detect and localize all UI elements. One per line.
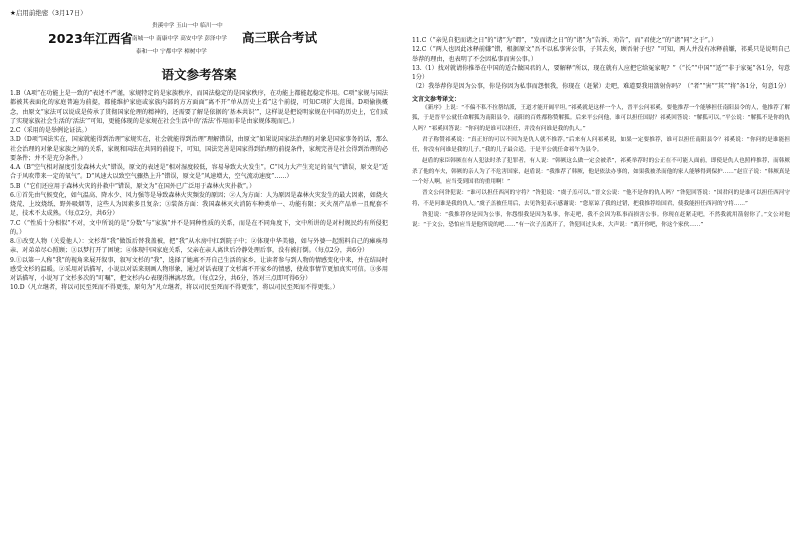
school-list-2: 南城一中 南康中学 高安中学 彭泽中学 bbox=[132, 36, 227, 42]
exam-year: 2023年江西省 bbox=[48, 31, 133, 46]
right-column bbox=[412, 0, 790, 550]
left-answer-list bbox=[10, 89, 388, 293]
exam-name: 高三联合考试 bbox=[242, 30, 318, 45]
translation-body bbox=[412, 103, 790, 231]
answer-item: （2）我举荐你是因为公事，你是你因为私事而怨恨我，你现在（赶紧）走吧，难道要我用箭射你吗？（“者”“害”“其”“将”各1分，句意1分） bbox=[412, 83, 790, 91]
title-block bbox=[10, 19, 388, 71]
answer-item: 8.①改变人物（关爱他人）：文杉帮“我”做饭后替我盖被，把“我”从水房中扛到院子中；②体现中华美德，如与外婆一起照料自己的瘫痪母亲、对弟弟尽心照顾；③以梦打开了困境；④体现中国家庭关系，父亲在亲人离世后冷静处理后事，没有被打倒。（每点2分，共6分） bbox=[10, 238, 388, 255]
translation-paragraph: 赵盾的家臣韩厥在有人犯法时杀了犯罪者，有人说：“韩厥这么做一定会被杀”，祁奚举荐时的公正在不可能人面前，即使是仇人也照样推荐，而韩厥杀了他的车夫，韩厥的亲人为了不危害国家，赵盾说：“我推荐了韩厥，他是依法办事的，如果我被杀而他的家人能够得到保护……”赵宣子说：“韩厥真是一个好人啊，应当受到国君的重用啊！” bbox=[412, 158, 790, 186]
left-column bbox=[10, 0, 388, 550]
right-answer-list bbox=[412, 36, 790, 92]
translation-paragraph: 君子称赞祁奚说：“真正好的可以不因为是仇人就不推荐。”后来有人问祁奚说，如果一定要推荐，谁可以担任南阳县令？祁奚说：“你问的是谁能担任，你没有问谁是我的儿子。”我的儿子最合适。于是平公就任命祁午为县令。 bbox=[412, 136, 790, 154]
answer-title: 语文参考答案 bbox=[161, 67, 237, 82]
translation-paragraph: 晋文公问咎犯说：“谁可以担任西河的守将？”咎犯说：“虞子羔可以。”晋文公说：“他不是你的仇人吗？”咎犯回答说：“国君问的是谁可以担任西河守将，不是问谁是我的仇人。”虞子羔被任用后，去见咎犯表示感谢说：“您原谅了我的过错，把我推荐给国君，使我能担任西河的守将……” bbox=[412, 190, 790, 207]
answer-item: 6.①首先由气候变化，如气温高、降水少、风力强等是导致森林火灾频发的原因；②人为方面：人为原因是森林火灾发生的最大因素，如烧火烧荒、上坟烧纸、野外吸烟等，这些人为因素多且复杂；③装备方面：我国森林灭火消防车种类单一、功能有限；灭火剂产品单一且配套不足，技术不太成熟。（每点2分，共6分） bbox=[10, 191, 388, 218]
header-label: ★启用前绝密（3月17日） bbox=[10, 9, 87, 17]
answer-item: 4.A（B“空气相对湿度引发森林大火”错误，原文的表述是“相对湿度较低，容易导致大火发生”。C“风力大产生充足的氧气”错误，原文是“适合于风吹带来一定的氧气”。D“风速大以致空气骤热上升”错误，原文是“风速增大，空气流动速度”……） bbox=[10, 164, 388, 181]
top-spacer bbox=[412, 0, 790, 36]
answer-item: 5.B（“它们还应用于森林火灾的扑救中”错误，原文为“在国外已广泛用于森林火灾扑救”。） bbox=[10, 182, 256, 190]
answer-item: 12.C（“两人也因此冰释前嫌”错，根据原文“吾不以私事害公事，子其去矣，顾吾射子也？”可知，两人并没有冰释前嫌，祁奚只是说明自己举荐的理由，也表明了不会因私事而害公事。） bbox=[412, 46, 790, 63]
answer-item: 1.B（A项“在功能上是一致的”表述不严谨，家规特定的是家族秩序，而国法稳定的是国家秩序，在功能上都能起稳定作用。C项“家规与国法都被其表面化的家庭普遍为前提，都能维护家庭或家族内部的方方面面”离不开“单从历史上看”这个前提，可知C项扩大范围。D项偷换概念，由原文“家法可以说成是传承了贯彻国家伦理的精神的，还需要了解是依据的‘基本共识’”，这样说是把说明家规在中国的历史上，它们成了实现家族社会生活的‘活法’”可知，更能体现的是家规在社会生活中的‘活法’作用而非是由家规体现而已。） bbox=[10, 90, 388, 125]
school-list-3: 泰和一中 宁都中学 樟树中学 bbox=[136, 49, 207, 55]
answer-item: 13.（1）找对就请你推举在中国的适合做国君的人，要解释“所以，现在就有人应把它给冤家呢？”（“长”“中国”“适”“非于家冤”各1分，句意1分） bbox=[412, 64, 790, 81]
school-list-1: 贵溪中学 玉山一中 临川一中 bbox=[152, 23, 223, 29]
translation-paragraph: 咎犯说：“我推荐你是因为公事，你怨恨我是因为私事，你走吧，我不会因为私事而损害公事。你现在赶紧走吧，不然我就用箭射你了。”文公对他说：“于文公，恐怕应当是他所说的吧……”有一次子羔离开了，咎犯回过头来，大声说：“离开你吧，你这个家伙……” bbox=[412, 211, 790, 229]
answer-item: 3.D（D项“国法实在，国家就能得到治理”家规实在，社会就能得到治理”理解错误，由原文“如果说国家法治理的对象是国家事务的话，那么社会治理的对象是家族之间的关系，家规和国法在共同的前提下，可知，国法完善是国家得到治理的前提条件，家规完善是社会得到治理的必要条件；并不是充分条件。） bbox=[10, 136, 388, 162]
answer-item: 11.C（“亲见自犯而诸之日”的“诸”为“谓”，“发而诸之日”的“诸”为“告诉、劝告”，而“君使之”的“诸”同“之于”。） bbox=[412, 37, 718, 44]
answer-item: 9.①以第一人称“我”的视角来展开叙事，叙写文杉的“我”，选择了她离不开自己生活的家乡，让读者参与到人物的情感变化中来，并在结局时感受文杉的温暖。②采用对话描写，小说以对话来刻画人物形象，通过对话表现了文杉离不开家乡的情感，使故事情节更加真实可信。③多用对话描写，小说写了文杉多次的“叮嘱”，把文杉内心表现得淋漓尽致。（每点2分，共6分，答对三点即可得6分） bbox=[10, 256, 388, 282]
answer-item: 7.C（“性质十分相似”不对，文中所说的是“分数”与“家族”并不是同种性质的关系，而是在不同角度下，文中所讲的是对村规民约有所侵犯的。） bbox=[10, 219, 388, 236]
answer-item: 10.D（凡立继者，将以司民至死而不得更张，原句为“凡立继者，将以司民至死而不得更张”，将以司民至死而不得更张。） bbox=[10, 284, 339, 292]
translation-heading: 文言文参考译文： bbox=[412, 95, 461, 103]
answer-item: 2.C（采用的是举例论证法。） bbox=[10, 127, 91, 134]
translation-paragraph: 《新序》上说：“不偏不私不拉帮结派，王道才能开阔平坦。”祁奚就是这样一个人，晋平公问祁奚，要他推荐一个能够担任南阳县令的人，他推荐了解狐，于是晋平公就任命解狐为南阳县令，南阳的百姓都称赞解狐。后来平公问他，谁可以担任国尉？祁奚回答说：“解狐可以。”平公说：“解狐不是你的仇人吗？”祁奚回答说：“你问的是谁可以担任，并没有问谁是我的仇人。” bbox=[412, 104, 790, 132]
